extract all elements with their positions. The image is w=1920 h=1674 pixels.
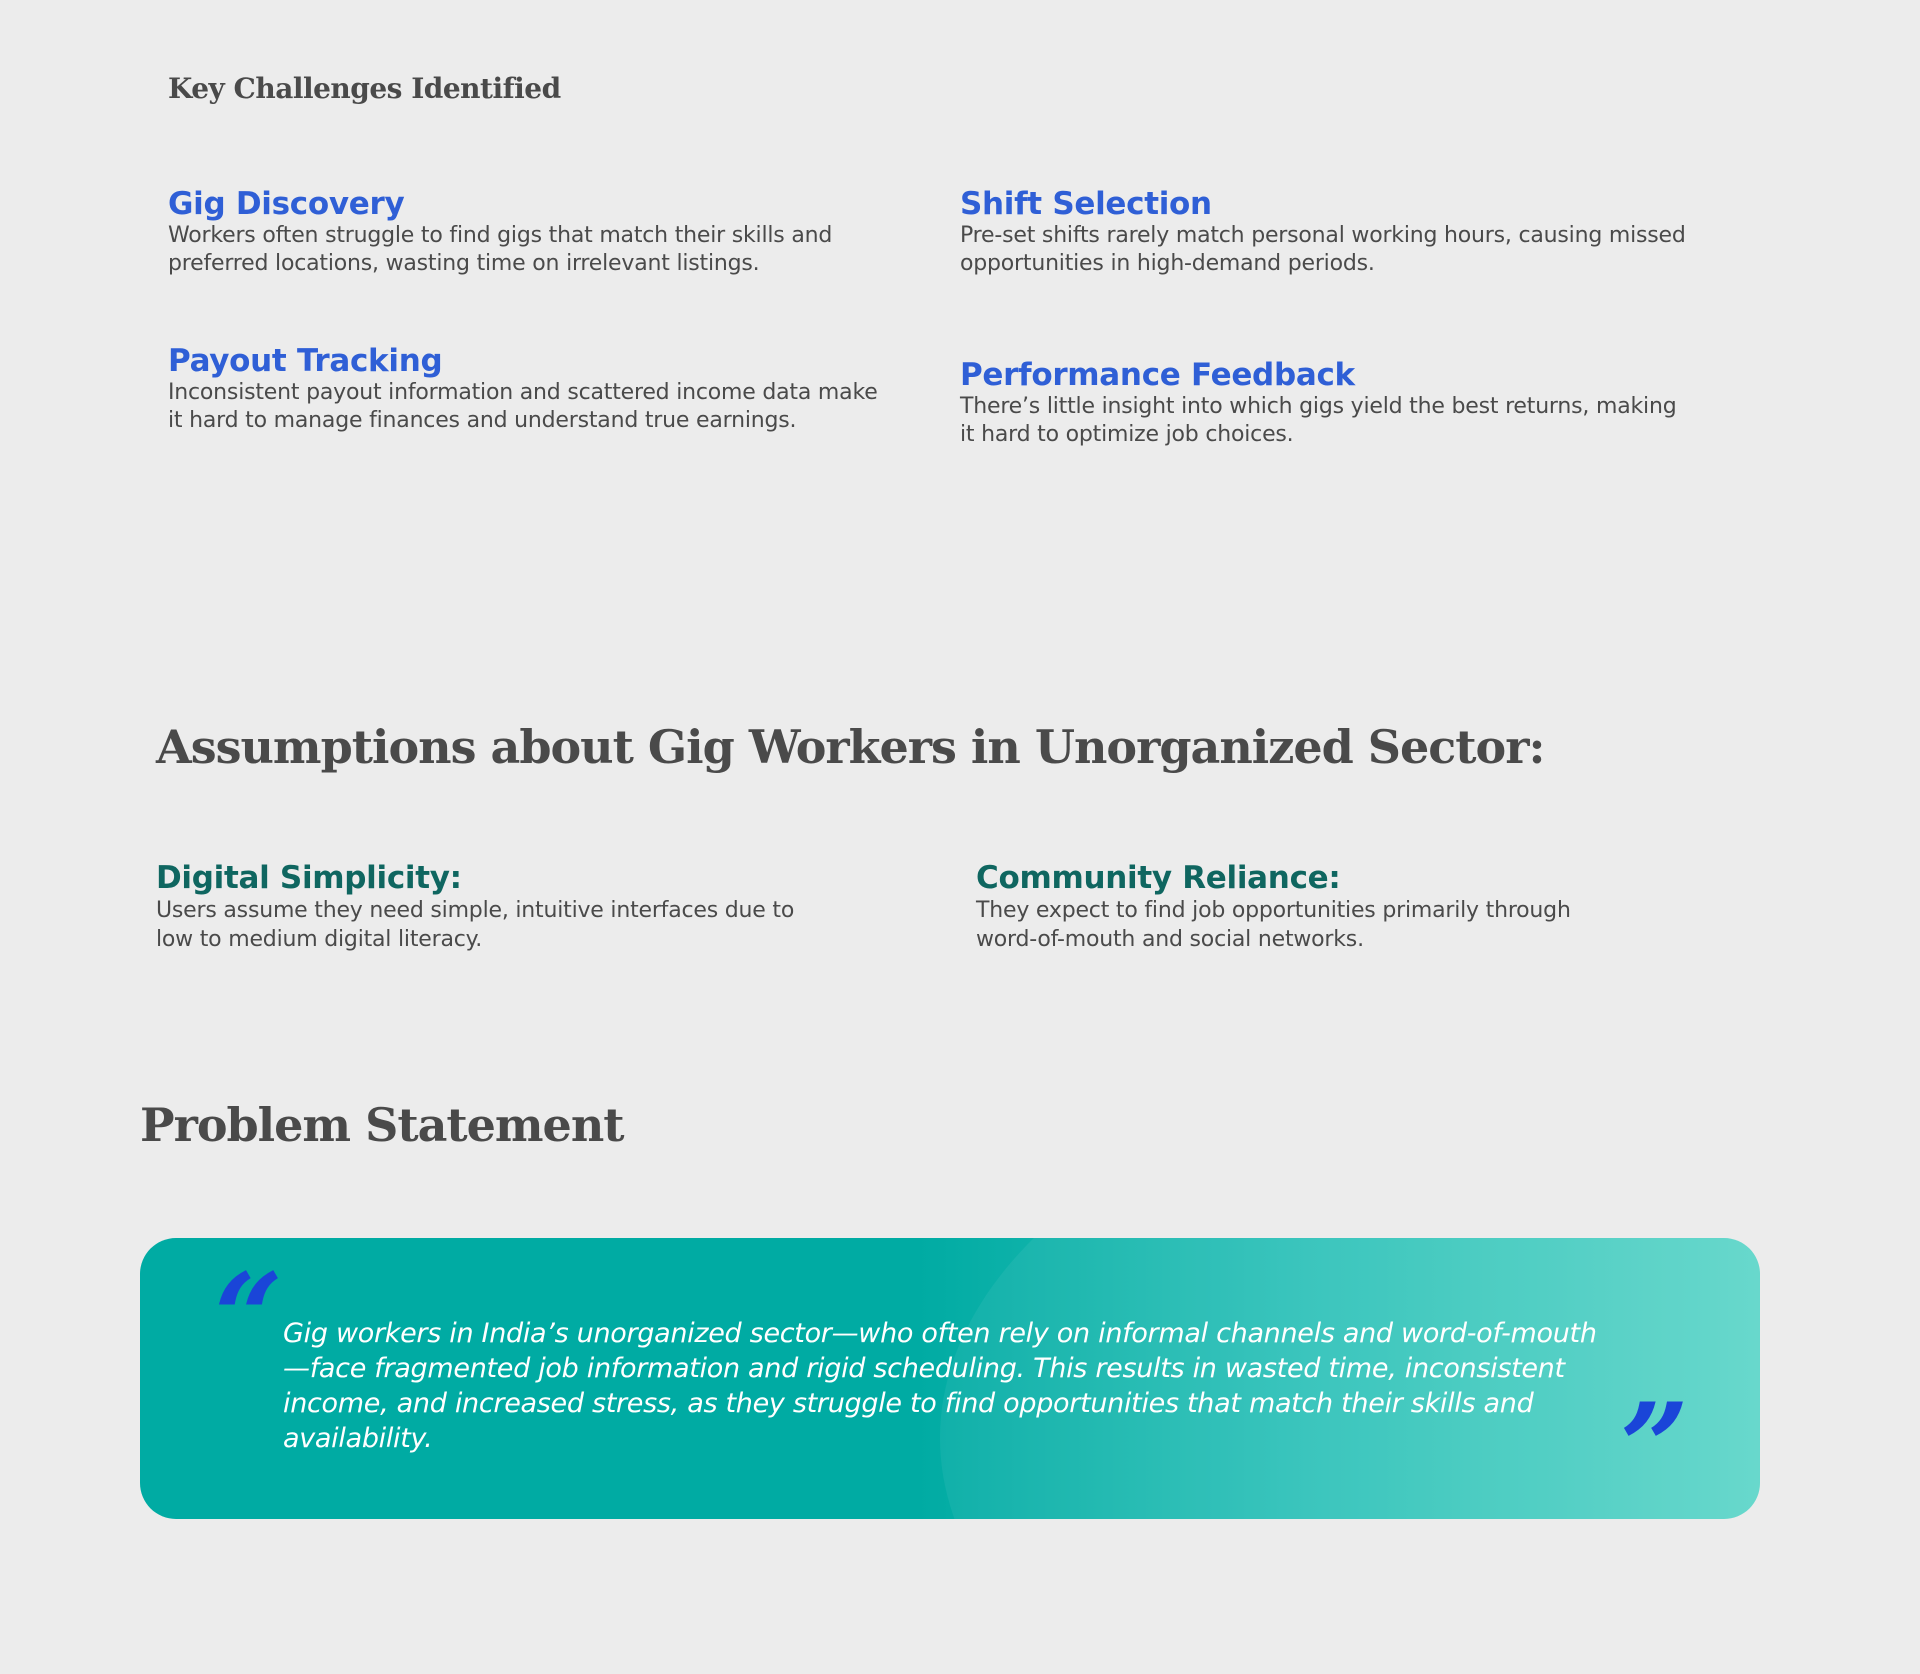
assumption-heading: Digital Simplicity: xyxy=(156,860,462,896)
challenge-body: There’s little insight into which gigs yield the best returns, making it hard to optimize job choices. xyxy=(960,394,1677,447)
challenge-body: Pre-set shifts rarely match personal working hours, causing missed opportunities in high-demand periods. xyxy=(960,223,1686,276)
assumption-digital-simplicity xyxy=(156,860,796,954)
challenge-body: Workers often struggle to find gigs that match their skills and preferred locations, wasting time on irrelevant listings. xyxy=(168,223,833,276)
challenge-shift-selection xyxy=(960,186,1690,278)
challenge-heading: Gig Discovery xyxy=(168,186,405,222)
problem-statement-title: Problem Statement xyxy=(140,1098,624,1152)
assumption-body: Users assume they need simple, intuitive interfaces due to low to medium digital literacy. xyxy=(156,898,795,952)
challenge-heading: Shift Selection xyxy=(960,186,1212,222)
challenge-heading: Payout Tracking xyxy=(168,343,443,379)
assumption-heading: Community Reliance: xyxy=(976,860,1341,896)
key-challenges-title: Key Challenges Identified xyxy=(168,72,561,105)
assumptions-title: Assumptions about Gig Workers in Unorganized Sector: xyxy=(156,720,1545,774)
problem-statement-quote: Gig workers in India’s unorganized sector—who often rely on informal channels and word-of-mouth—face fragmented job information and rigid scheduling. This results in wasted time, inconsistent income, and increased stress, as they struggle to find opportunities that match their skills and availability. xyxy=(283,1318,1597,1454)
challenge-body: Inconsistent payout information and scattered income data make it hard to manage finances and understand true earnings. xyxy=(168,380,878,433)
close-quote-icon: ” xyxy=(1620,1377,1690,1518)
challenge-performance-feedback xyxy=(960,357,1690,449)
assumption-body: They expect to find job opportunities primarily through word-of-mouth and social networks. xyxy=(976,898,1571,952)
assumption-community-reliance xyxy=(976,860,1616,954)
open-quote-icon: “ xyxy=(214,1247,284,1388)
problem-statement-card xyxy=(140,1238,1760,1519)
challenge-heading: Performance Feedback xyxy=(960,357,1355,393)
challenge-payout-tracking xyxy=(168,343,898,435)
challenge-gig-discovery xyxy=(168,186,898,278)
